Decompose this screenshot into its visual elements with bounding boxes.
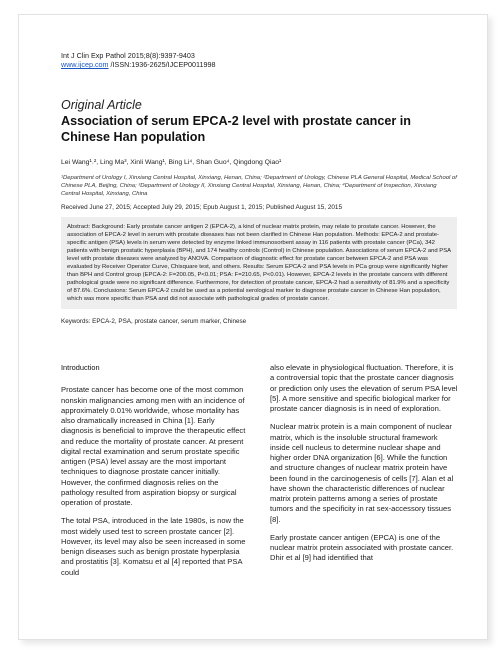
keywords xyxy=(61,318,457,325)
paragraph: also elevate in physiological fluctuation. Therefore, it is a controversial topic that the prostate cancer diagnosis or prediction only uses the elevation of serum PSA level [5]. A more sensitive and specific biological marker for prostate cancer diagnosis is in need of exploration. xyxy=(270,363,458,413)
journal-issn-line xyxy=(61,60,457,69)
journal-url-link[interactable]: www.ijcep.com xyxy=(61,60,109,69)
paragraph: Prostate cancer has become one of the most common nonskin malignancies among men with an incidence of approximately 0.01% worldwide, whose mortality has also dramatically increased in China [1]. Early diagnosis is beneficial to improve the therapeutic effect and reduce the mortality of prostate cancer. At present digital rectal examination and serum prostate specific antigen (PSA) level assay are the most important techniques to diagnose prostate cancer initially. However, the confirmed diagnosis relies on the pathology resulted from aspiration biopsy or surgical operation of prostate. xyxy=(61,385,246,507)
journal-citation: Int J Clin Exp Pathol 2015;8(8):9397-9403 xyxy=(61,51,195,60)
abstract-box xyxy=(61,217,457,309)
front-matter xyxy=(61,51,457,325)
right-column xyxy=(270,363,458,572)
affiliations: ¹Department of Urology I, Xinxiang Central Hospital, Xinxiang, Henan, China; ²Department of Urology, Chinese PLA General Hospital, Medical School of Chinese PLA, Beijing, China; ³Department of Urology II, Xinxiang Central Hospital, Xinxiang, Henan, China; ⁴Department of Inspection, Xinxiang Central Hospital, Xinxiang, China xyxy=(61,175,457,198)
journal-header xyxy=(61,51,457,69)
keywords-text: EPCA-2, PSA, prostate cancer, serum marker, Chinese xyxy=(90,317,247,325)
section-title-introduction: Introduction xyxy=(61,363,100,372)
publication-dates: Received June 27, 2015; Accepted July 29, 2015; Epub August 1, 2015; Published August 15, 2015 xyxy=(61,203,343,211)
issn-text: /ISSN:1936-2625/IJCEP0011998 xyxy=(108,60,216,69)
abstract-text: Background: Early prostate cancer antigen 2 (EPCA-2), a kind of nuclear matrix protein, may relate to prostate cancer. However, the association of EPCA-2 level in serum with prostate diseases has not been clarified in Chinese Han population. Methods: EPCA-2 and prostate-specific antigen (PSA) levels in serum were detected by enzyme linked immunosorbent assay in 116 patients with prostate cancer (PCa), 342 patients with benign prostatic hyperplasia (BPH), and 174 healthy controls (Control) in Chinese population. Associations of serum EPCA-2 and PSA level with prostate diseases were analyzed by ANOVA. Comparison of diagnostic effect for prostate cancer between EPCA-2 and PSA was evaluated by Receiver Operator Curve, Chisquare test, and others. Results: Serum EPCA-2 and PSA levels in PCa group were significantly higher than BPH and Control group (EPCA-2: F=200.05, P<0.01; PSA: F=210.65, P<0.01). However, EPCA-2 levels in the prostate cancers with different pathological grade were no significant difference. Furthermore, for detection of prostate cancer, EPCA-2 had a sensitivity of 81.9% and a specificity of 87.6%. Conclusions: Serum EPCA-2 could be used as a potential serological marker to diagnose prostate cancer in Chinese Han population, which was more specific than PSA and did not associate with pathological grades of prostate cancer. xyxy=(67,223,451,303)
keywords-label: Keywords: xyxy=(61,317,91,325)
author-list: Lei Wang¹˒², Ling Ma³, Xinli Wang¹, Bing Li⁴, Shan Guo⁴, Qingdong Qiao¹ xyxy=(61,159,282,166)
article-type: Original Article xyxy=(61,98,142,112)
left-column xyxy=(61,363,247,586)
abstract-label: Abstract: xyxy=(67,223,91,230)
paragraph: Early prostate cancer antigen (EPCA) is one of the nuclear matrix protein associated with prostate cancer. Dhir et al [9] had identified that xyxy=(270,532,454,563)
paragraph: Nuclear matrix protein is a main component of nuclear matrix, which is the insoluble structural framework inside cell nucleus to determine nuclear shape and higher order DNA organization [6]. While the function and structure changes of nuclear matrix protein have been found in the carcinogenesis of cells [7]. Alan et al have shown the characteristic differences of nuclear matrix protein patterns among a series of prostate tumors and the specificity in rat sex-accessory tissues [8]. xyxy=(270,422,454,524)
article-title: Association of serum EPCA-2 level with prostate cancer in Chinese Han population xyxy=(61,114,411,144)
paragraph: The total PSA, introduced in the late 1980s, is now the most widely used test to screen prostate cancer [2]. However, its level may also be seen increased in some benign diseases such as benign prostate hyperplasia and prostatitis [3]. Komatsu et al [4] reported that PSA could xyxy=(61,516,246,577)
document-page xyxy=(18,14,488,640)
